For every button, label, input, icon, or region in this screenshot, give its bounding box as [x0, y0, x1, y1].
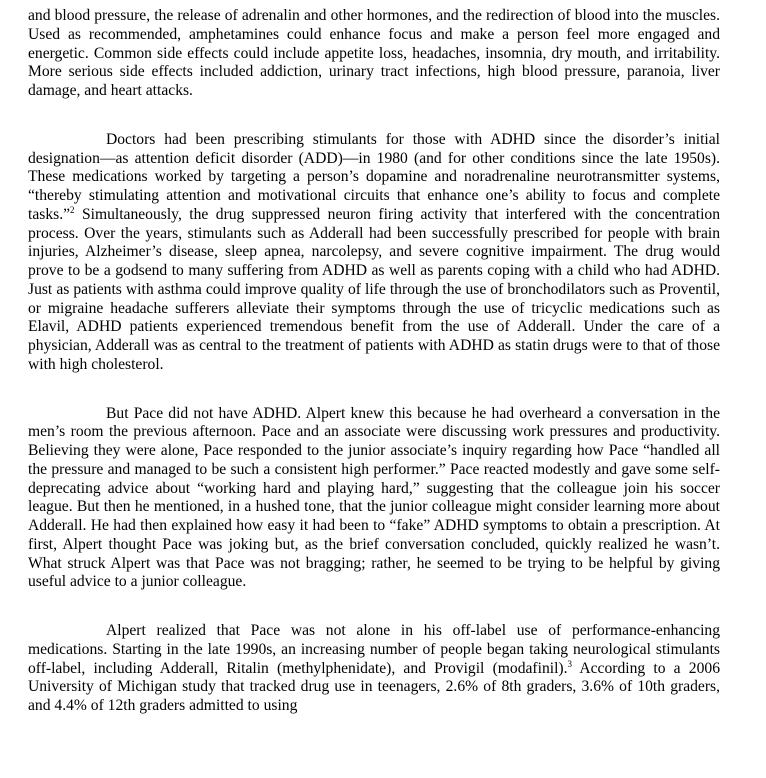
paragraph-gap [28, 592, 720, 622]
paragraph-text: Doctors had been prescribing stimulants for those with ADHD since the disorder’s initial designation—as attention deficit disorder (ADD)—in 1980 (and for other conditions since the late 1950s). These medications worked by targeting a person’s dopamine and noradrenaline neurotransmitter systems, “thereby stimulating attention and motivational circuits that enhance one’s ability to focus and complete tasks.” [28, 130, 720, 223]
footnote-ref-3[interactable]: 3 [567, 658, 573, 669]
paragraph-text: But Pace did not have ADHD. Alpert knew this because he had overheard a conversation in the men’s room the previous afternoon. Pace and an associate were discussing work pressures and productivity. Believing they were alone, Pace responded to the junior associate’s inquiry regarding how Pace “handled all the pressure and managed to be such a consistent high performer.” Pace reacted modestly and gave some self-deprecating advice about “working hard and playing hard,” suggesting that the colleague join his soccer league. But then he mentioned, in a hushed tone, that the junior colleague might consider learning more about Adderall. He had then explained how easy it had been to “fake” ADHD symptoms to obtain a prescription. At first, Alpert thought Pace was joking but, as the brief conversation concluded, quickly realized he wasn’t. What struck Alpert was that Pace was not bragging; rather, he seemed to be trying to be helpful by giving useful advice to a junior colleague. [28, 404, 720, 591]
paragraph-4 [28, 622, 720, 716]
paragraph-gap [28, 375, 720, 405]
paragraph-2 [28, 131, 720, 375]
paragraph-text: Alpert realized that Pace was not alone in his off-label use of performance-enhancing medications. Starting in the late 1990s, an increasing number of people began taking neurological stimulants off-label, including Adderall, Ritalin (methylphenidate), and Provigil (modafinil). [28, 622, 720, 677]
paragraph-text: Simultaneously, the drug suppressed neuron firing activity that interfered with the concentration process. Over the years, stimulants such as Adderall had been successfully prescribed for people with brain injuries, Alzheimer’s disease, sleep apnea, narcolepsy, and severe cognitive impairment. The drug would prove to be a godsend to many suffering from ADHD as well as parents coping with a child who had ADHD. Just as patients with asthma could improve quality of life through the use of bronchodilators such as Proventil, or migraine headache sufferers alleviate their symptoms through the use of tricyclic medications such as Elavil, ADHD patients experienced tremendous benefit from the use of Adderall. Under the care of a physician, Adderall was as central to the treatment of patients with ADHD as statin drugs were to that of those with high cholesterol. [28, 205, 720, 373]
paragraph-text: and blood pressure, the release of adrenalin and other hormones, and the redirection of blood into the muscles. Used as recommended, amphetamines could enhance focus and make a person feel more engaged and energetic. Common side effects could include appetite loss, headaches, insomnia, dry mouth, and irritability. More serious side effects included addiction, urinary tract infections, high blood pressure, paranoia, liver damage, and heart attacks. [28, 7, 720, 99]
paragraph-text: According to a 2006 University of Michigan study that tracked drug use in teenagers, 2.6% of 8th graders, 3.6% of 10th graders, and 4.4% of 12th graders admitted to using [28, 659, 720, 714]
paragraph-1 [28, 7, 720, 101]
paragraph-gap [28, 101, 720, 131]
paragraph-3 [28, 405, 720, 593]
document-page [28, 7, 720, 716]
footnote-ref-2[interactable]: 2 [70, 204, 75, 215]
